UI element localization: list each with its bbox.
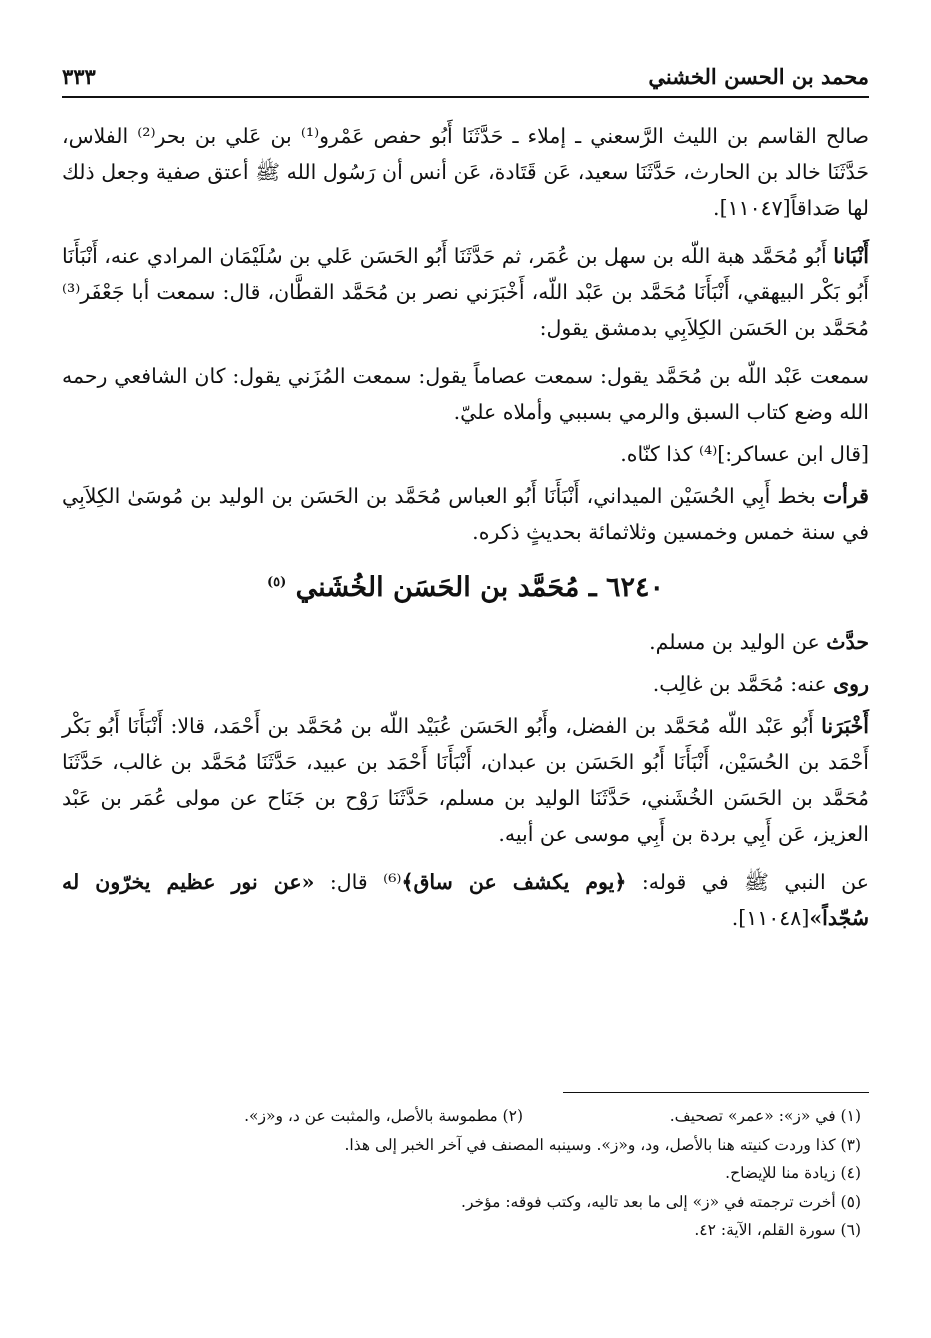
footnotes <box>62 1102 869 1245</box>
paragraph-6 <box>62 624 869 660</box>
paragraph-5-text: بخط أَبِي الحُسَيْن الميداني، أَنْبَأَنَا أَبُو العباس مُحَمَّد بن الحَسَن بن الوليد بن مُوسَىٰ الكِلاَبِي في سنة خمس وخمسين وثلاثمائة بحديثٍ ذكره. <box>62 484 869 544</box>
page-number: ٣٣٣ <box>62 63 96 89</box>
footnote-3: (٣) كذا وردت كنيته هنا بالأصل، ود، و«ز». وسينبه المصنف في آخر الخبر إلى هذا. <box>344 1135 861 1154</box>
paragraph-9 <box>62 864 869 936</box>
paragraph-5 <box>62 478 869 550</box>
paragraph-3: سمعت عَبْد اللّه بن مُحَمَّد يقول: سمعت عصاماً يقول: سمعت المُزَني يقول: كان الشافعي رحمه الله وضع كتاب السبق والرمي بسببي وأملاه عليّ. <box>62 364 869 424</box>
paragraph-8-text: أَبُو عَبْد اللّه مُحَمَّد بن الفضل، وأَبُو الحَسَن عُبَيْد اللّه بن مُحَمَّد بن أَحْمَد، قالا: أَنْبَأَنَا أَبُو بَكْر أَحْمَد بن الحُسَيْن، أَنْبَأَنَا أَبُو الحَسَن بن عبدان، أَنْبَأَنَا أَحْمَد بن عبيد، حَدَّثَنَا مُحَمَّد بن غالب، حَدَّثَنَا مُحَمَّد بن الحَسَن الخُشَني، حَدَّثَنَا الوليد بن مسلم، حَدَّثَنَا رَوْح بن جَنَاح عن مولى عُمَر بن عَبْد العزيز، عَن أَبِي بردة بن أَبِي موسى عن أبيه. <box>62 714 869 846</box>
footnote-6: (٦) سورة القلم، الآية: ٤٢. <box>694 1221 861 1239</box>
paragraph-6-lead: حدَّث <box>826 630 869 654</box>
entry-heading-text: ٦٢٤٠ ـ مُحَمَّد بن الحَسَن الخُشَني <box>295 572 665 603</box>
running-header <box>62 56 869 98</box>
footnote-5: (٥) أخرت ترجمته في «ز» إلى ما بعد تاليه، وكتب فوقه: مؤخر. <box>461 1192 861 1211</box>
paragraph-4: [قال ابن عساكر:]⁽⁴⁾ كذا كنّاه. <box>620 442 869 466</box>
paragraph-2-lead: أَنْبَانا <box>833 244 869 268</box>
header-title: محمد بن الحسن الخشني <box>648 63 869 89</box>
footnote-2: (٢) مطموسة بالأصل، والمثبت عن د، و«ز». <box>244 1107 523 1125</box>
hadith-quote: «عن نور عظيم يخرّون له سُجّداً» <box>62 870 869 930</box>
paragraph-2-text: أَبُو مُحَمَّد هبة اللّه بن سهل بن عُمَر، ثم حَدَّثَنَا أَبُو الحَسَن عَلي بن سُلَيْمَان المرادي عنه، أَنْبَأَنَا أَبُو بَكْر البيهقي، أَنْبَأَنَا مُحَمَّد بن عَبْد اللّه، أَخْبَرَني نصر بن مُحَمَّد القطَّان، قال: سمعت أبا جَعْفَر⁽³⁾ مُحَمَّد بن الحَسَن الكِلاَبِي بدمشق يقول: <box>62 244 869 340</box>
paragraph-8 <box>62 708 869 852</box>
paragraph-9-b: ⁽⁶⁾ قال: <box>329 870 402 894</box>
footnote-1: (١) في «ز»: «عمر» تصحيف. <box>669 1107 861 1125</box>
footnote-row-1 <box>62 1102 869 1131</box>
paragraph-9-c: [١١٠٤٨]. <box>731 906 810 930</box>
paragraph-2 <box>62 238 869 346</box>
paragraph-1: صالح القاسم بن الليث الرَّسعني ـ إملاء ـ حَدَّثَنَا أَبُو حفص عَمْرو⁽¹⁾ بن عَلي بن بحر⁽²⁾ الفلاس، حَدَّثَنَا خالد بن الحارث، حَدَّثَنَا سعيد، عَن قَتَادة، عَن أنس أن رَسُول الله ﷺ أعتق صفية وجعل ذلك لها صَداقاً[١١٠٤٧]. <box>62 124 869 220</box>
entry-heading <box>62 570 869 606</box>
main-text <box>62 118 869 948</box>
entry-heading-note: (٥) <box>266 575 287 590</box>
paragraph-7-lead: روى <box>833 672 869 696</box>
paragraph-7 <box>62 666 869 702</box>
paragraph-8-lead: أَخْبَرَنا <box>821 714 869 738</box>
paragraph-6-text: عن الوليد بن مسلم. <box>649 630 820 654</box>
quran-quote: ﴿يوم يكشف عن ساق﴾ <box>401 870 627 894</box>
paragraph-5-lead: قرأت <box>822 484 869 508</box>
footnote-4: (٤) زيادة منا للإيضاح. <box>725 1164 861 1182</box>
paragraph-9-a: عن النبي ﷺ في قوله: <box>641 870 869 894</box>
footnote-divider <box>563 1092 869 1093</box>
paragraph-7-text: عنه: مُحَمَّد بن غالِب. <box>652 672 827 696</box>
